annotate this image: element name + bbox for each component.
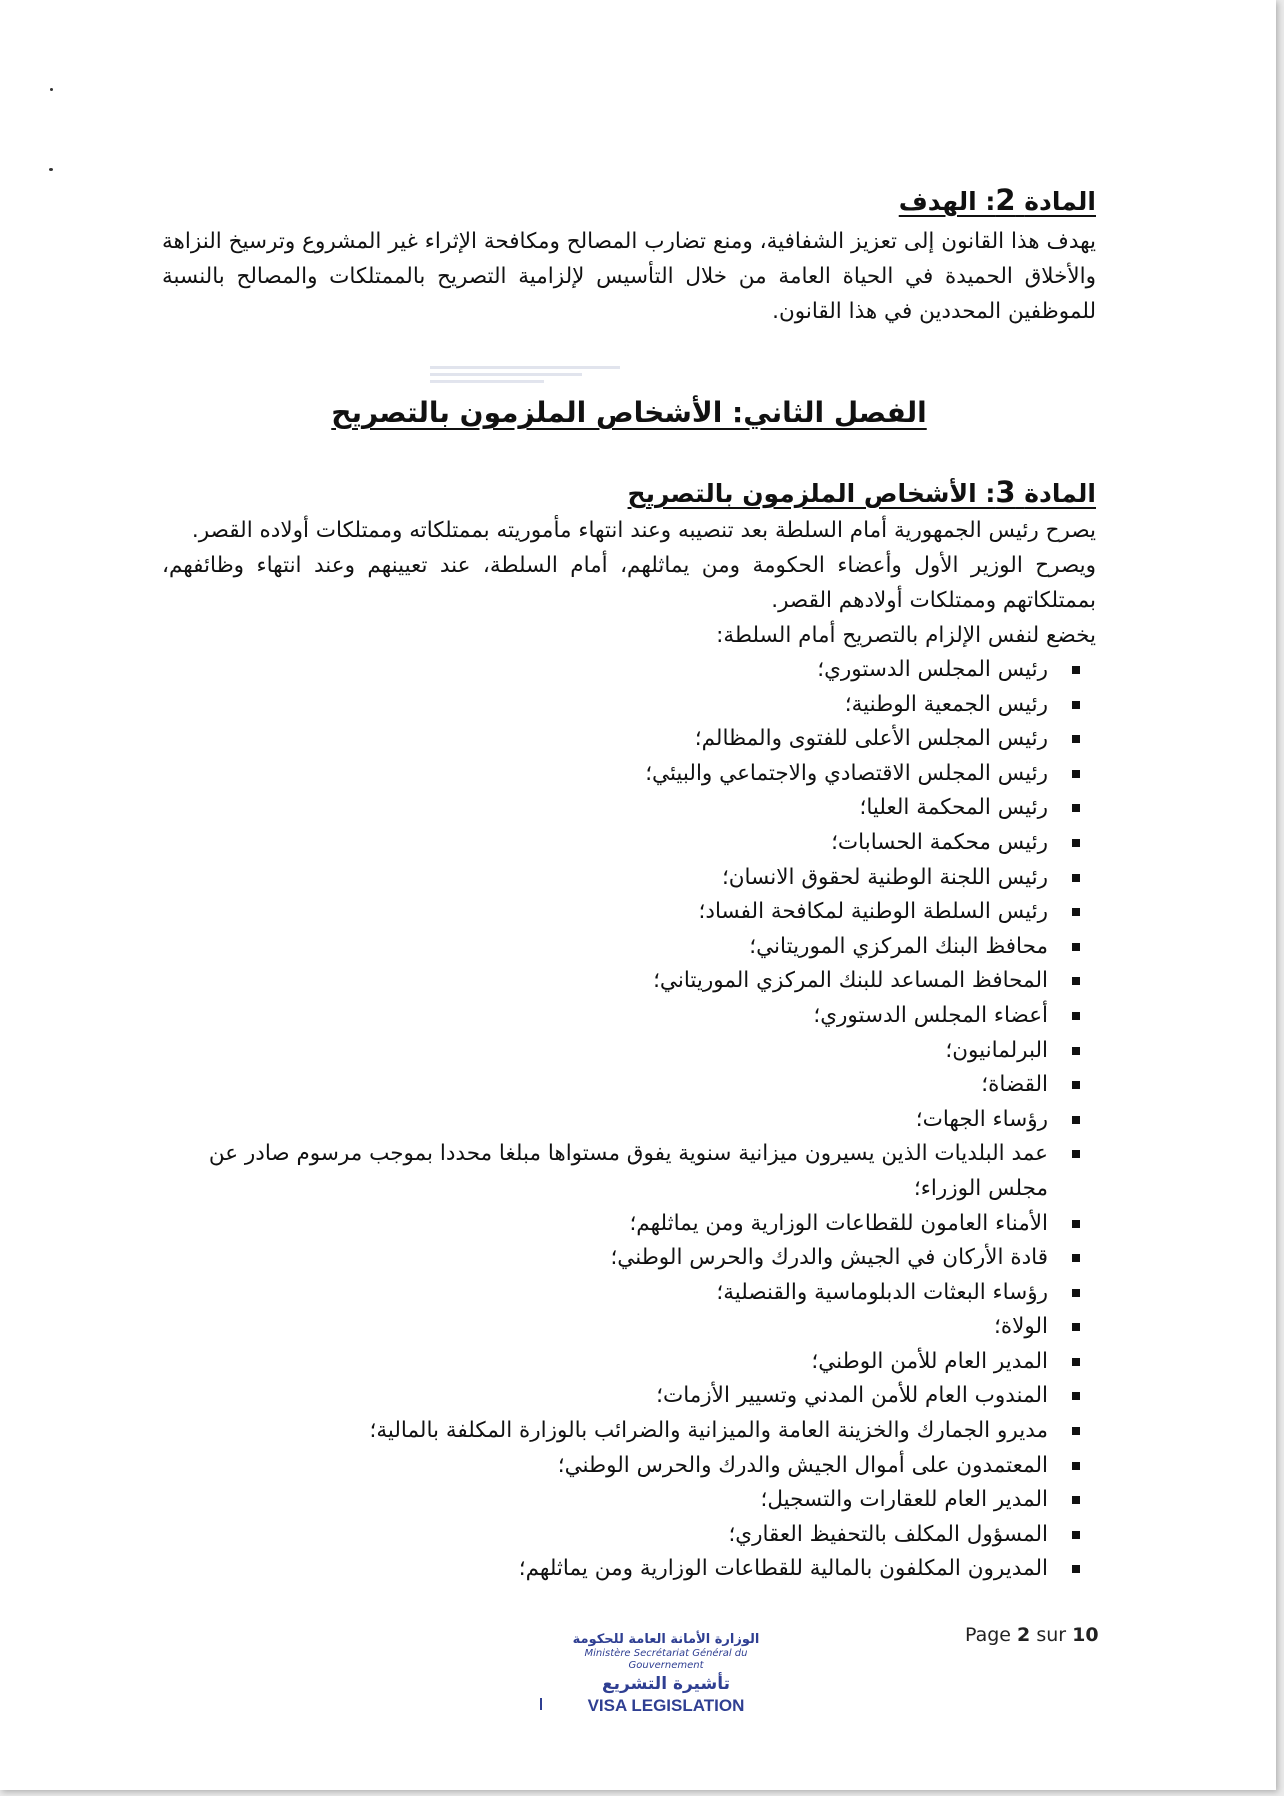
list-item: المعتمدون على أموال الجيش والدرك والحرس الوطني؛ — [162, 1449, 1048, 1484]
article-2-text: يهدف هذا القانون إلى تعزيز الشفافية، ومنع تضارب المصالح ومكافحة الإثراء غير المشروع وترسيخ النزاهة والأخلاق الحميدة في الحياة العامة من خلال التأسيس لإلزامية التصريح بالممتلكات والمصالح بالنسبة للموظفين المحددين في هذا القانون. — [162, 229, 1096, 324]
list-item: رئيس الجمعية الوطنية؛ — [162, 688, 1048, 723]
stamp-line-visa-fr: VISA LEGISLATION — [587, 1696, 745, 1715]
chapter-2-title: الفصل الثاني: الأشخاص الملزمون بالتصريح — [331, 396, 927, 429]
scan-speck — [50, 88, 53, 91]
stamp-line-ministry-ar: الوزارة الأمانة العامة للحكومة — [572, 1632, 760, 1647]
list-item: الأمناء العامون للقطاعات الوزارية ومن يماثلهم؛ — [162, 1207, 1048, 1242]
article-3-heading-prefix: المادة — [1024, 479, 1096, 508]
list-item: رئيس المجلس الاقتصادي والاجتماعي والبيئي؛ — [162, 757, 1048, 792]
list-item: المحافظ المساعد للبنك المركزي الموريتاني؛ — [162, 964, 1048, 999]
article-3-heading-title: : الأشخاص الملزمون بالتصريح — [627, 479, 996, 508]
list-item: المديرون المكلفون بالمالية للقطاعات الوزارية ومن يماثلهم؛ — [162, 1552, 1048, 1587]
list-item: رئيس السلطة الوطنية لمكافحة الفساد؛ — [162, 895, 1048, 930]
stamp-line-visa-ar: تأشيرة التشريع — [602, 1674, 730, 1694]
list-item: أعضاء المجلس الدستوري؛ — [162, 999, 1048, 1034]
article-3-paragraph: يخضع لنفس الإلزام بالتصريح أمام السلطة: — [716, 623, 1096, 648]
article-2-heading-number: 2 — [995, 183, 1016, 217]
page-number-current: 2 — [1017, 1624, 1031, 1646]
list-item: القضاة؛ — [162, 1068, 1048, 1103]
article-3 — [162, 475, 1096, 1587]
faded-stamp-bleed — [430, 362, 620, 390]
list-item: رئيس المجلس الدستوري؛ — [162, 653, 1048, 688]
scan-speck — [49, 168, 53, 171]
list-item: رئيس المجلس الأعلى للفتوى والمظالم؛ — [162, 722, 1048, 757]
list-item: المندوب العام للأمن المدني وتسيير الأزمات؛ — [162, 1379, 1048, 1414]
list-item: الولاة؛ — [162, 1310, 1048, 1345]
article-2-heading-prefix: المادة — [1024, 187, 1096, 216]
article-2-heading — [162, 183, 1096, 219]
article-3-paragraph: يصرح رئيس الجمهورية أمام السلطة بعد تنصيبه وعند انتهاء مأموريته بممتلكاته وممتلكات أولاده القصر. — [191, 518, 1096, 543]
article-3-heading-number: 3 — [995, 475, 1016, 509]
page-number-total: 10 — [1072, 1624, 1099, 1646]
article-3-paragraph: ويصرح الوزير الأول وأعضاء الحكومة ومن يماثلهم، أمام السلطة، عند تعيينهم وعند انتهاء وظائفهم، بممتلكاتهم وممتلكات أولادهم القصر. — [162, 553, 1096, 613]
list-item: قادة الأركان في الجيش والدرك والحرس الوطني؛ — [162, 1241, 1048, 1276]
list-item: المدير العام للعقارات والتسجيل؛ — [162, 1483, 1048, 1518]
list-item: رئيس محكمة الحسابات؛ — [162, 826, 1048, 861]
list-item: رؤساء البعثات الدبلوماسية والقنصلية؛ — [162, 1276, 1048, 1311]
page-number-prefix: Page — [965, 1624, 1011, 1646]
list-item: محافظ البنك المركزي الموريتاني؛ — [162, 930, 1048, 965]
visa-legislation-stamp — [548, 1632, 784, 1724]
list-item: رئيس المحكمة العليا؛ — [162, 791, 1048, 826]
list-item: رئيس اللجنة الوطنية لحقوق الانسان؛ — [162, 861, 1048, 896]
stamp-line-ministry-fr: Ministère Secrétariat Général du Gouvernement — [584, 1648, 748, 1671]
list-item: البرلمانيون؛ — [162, 1034, 1048, 1069]
list-item: المسؤول المكلف بالتحفيظ العقاري؛ — [162, 1518, 1048, 1553]
list-item: عمد البلديات الذين يسيرون ميزانية سنوية يفوق مستواها مبلغا محددا بموجب مرسوم صادر عن مجلس الوزراء؛ — [162, 1137, 1048, 1206]
stamp-mark — [540, 1698, 542, 1710]
article-2 — [162, 183, 1096, 329]
list-item: المدير العام للأمن الوطني؛ — [162, 1345, 1048, 1380]
page-number-separator: sur — [1036, 1624, 1067, 1646]
article-2-heading-title: : الهدف — [898, 187, 996, 216]
list-item: رؤساء الجهات؛ — [162, 1103, 1048, 1138]
list-item: مديرو الجمارك والخزينة العامة والميزانية والضرائب بالوزارة المكلفة بالمالية؛ — [162, 1414, 1048, 1449]
article-3-heading — [162, 475, 1096, 511]
obligated-persons-list — [162, 653, 1096, 1587]
page-number — [965, 1624, 1099, 1646]
